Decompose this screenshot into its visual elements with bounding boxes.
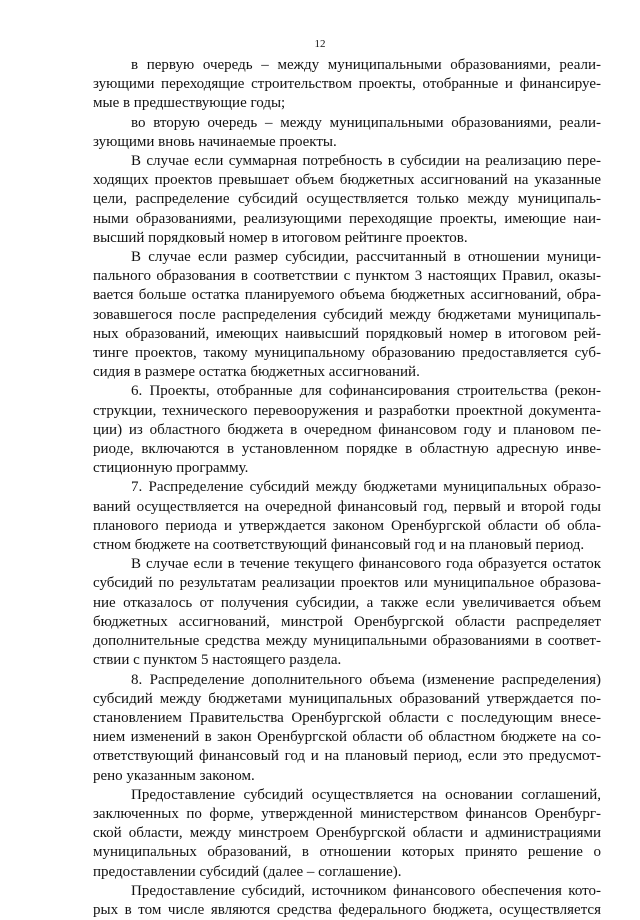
paragraph: 8. Распределение дополнительного объема (изменение распределения) субсидий между бюджетами муниципальных образований утверждается постановлением Правительства Оренбургской области с последующим внесением изменений в закон Оренбургской области об областном бюджете на соответствующий финансовый год и на плановый период, если это предусмотрено указанным законом.: [93, 671, 601, 784]
document-body: [93, 56, 601, 920]
paragraph: Предоставление субсидий осуществляется на основании соглашений, заключенных по форме, утвержденной министерством финансов Оренбургской области, между минстроем Оренбургской области и администрациями муниципальных образований, в отношении которых принято решение о предоставлении субсидий (далее – соглашение).: [93, 786, 601, 880]
paragraph: 7. Распределение субсидий между бюджетами муниципальных образований осуществляется на очередной финансовый год, первый и второй годы планового периода и утверждается законом Оренбургской области об областном бюджете на соответствующий финансовый год и на плановый период.: [93, 479, 601, 554]
paragraph: В случае если в течение текущего финансового года образуется остаток субсидий по результатам реализации проектов или муниципальное образование отказалось от получения субсидии, а также если увеличивается объем бюджетных ассигнований, минстрой Оренбургской области распределяет дополнительные средства между муниципальными образованиями в соответствии с пунктом 5 настоящего раздела.: [93, 556, 601, 669]
paragraph: В случае если размер субсидии, рассчитанный в отношении муниципального образования в соответствии с пунктом 3 настоящих Правил, оказывается больше остатка планируемого объема бюджетных ассигнований, образовавшегося после распределения субсидий между бюджетами муниципальных образований, имеющих наивысший порядковый номер в итоговом рейтинге проектов, такому муниципальному образованию предоставляется субсидия в размере остатка бюджетных ассигнований.: [93, 249, 601, 381]
paragraph: 6. Проекты, отобранные для софинансирования строительства (реконструкции, технического перевооружения и разработки проектной документации) из областного бюджета в очередном финансовом году и плановом периоде, включаются в установленном порядке в областную адресную инвестиционную программу.: [93, 383, 601, 477]
paragraph: в первую очередь – между муниципальными образованиями, реализующими переходящие строительством проекты, отобранные и финансируемые в предшествующие годы;: [93, 57, 601, 112]
page-number: 12: [314, 38, 326, 50]
paragraph: В случае если суммарная потребность в субсидии на реализацию переходящих проектов превышает объем бюджетных ассигнований на указанные цели, распределение субсидий осуществляется только между муниципальными образованиями, реализующими переходящие проекты, имеющие наивысший порядковый номер в итоговом рейтинге проектов.: [93, 153, 601, 246]
paragraph: Предоставление субсидий, источником финансового обеспечения которых в том числе являются средства федерального бюджета, осуществляется: [93, 882, 601, 918]
paragraph: во вторую очередь – между муниципальными образованиями, реализующими вновь начинаемые проекты.: [93, 114, 601, 150]
